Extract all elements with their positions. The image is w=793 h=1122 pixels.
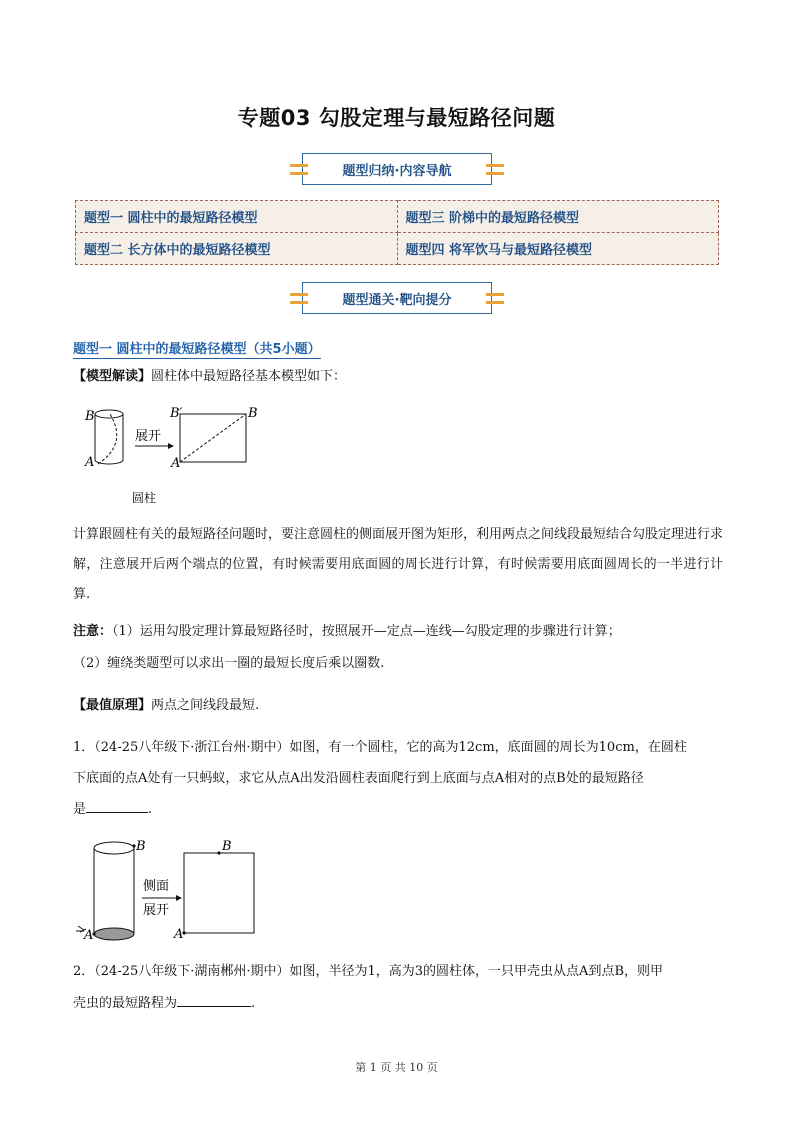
figure1-caption: 圆柱 bbox=[132, 491, 157, 505]
question-2-line-2 bbox=[73, 994, 255, 1013]
answer-blank[interactable] bbox=[86, 800, 148, 813]
q1-tail-start: 是 bbox=[73, 802, 87, 817]
note-line-2: （2）缠绕类题型可以求出一圈的最短长度后乘以圈数. bbox=[73, 656, 385, 671]
arrow-head-icon bbox=[168, 443, 174, 449]
page-title: 专题03 勾股定理与最短路径问题 bbox=[237, 106, 556, 130]
figure2-arrow-text-2: 展开 bbox=[143, 903, 170, 918]
figure2-arrow-text-1: 侧面 bbox=[143, 879, 170, 894]
nav-banner bbox=[302, 153, 492, 185]
principle-label: 【最值原理】 bbox=[73, 698, 152, 713]
model-intro bbox=[73, 367, 346, 386]
banner-deco-icon bbox=[290, 162, 308, 178]
nav-banner-label: 题型归纳·内容导航 bbox=[342, 163, 452, 179]
question-2-line-1: 2．（24-25八年级下·湖南郴州·期中）如图，半径为1，高为3的圆柱体，一只甲壳虫从点A到点B，则甲 bbox=[73, 964, 663, 979]
note-line-1 bbox=[73, 622, 621, 641]
figure1-label-b: B bbox=[85, 409, 95, 424]
nav-table bbox=[75, 200, 719, 265]
unfolded-diagonal bbox=[180, 414, 246, 462]
note-1: （1）运用勾股定理计算最短路径时，按照展开—定点—连线—勾股定理的步骤进行计算； bbox=[112, 624, 621, 639]
nav-item[interactable]: 题型四 将军饮马与最短路径模型 bbox=[397, 233, 719, 265]
figure1-label-b2: B bbox=[248, 406, 258, 421]
nav-row bbox=[76, 201, 719, 233]
practice-banner-label: 题型通关·靶向提分 bbox=[342, 292, 452, 308]
banner-deco-icon bbox=[486, 291, 504, 307]
figure2-label-a: A bbox=[84, 928, 94, 943]
q1-tail-end: . bbox=[148, 802, 153, 817]
question-1-line-1: 1．（24-25八年级下·浙江台州·期中）如图，有一个圆柱，它的高为12cm，底面圆的周长为10cm，在圆柱 bbox=[73, 740, 687, 755]
nav-item[interactable]: 题型一 圆柱中的最短路径模型 bbox=[76, 201, 398, 233]
note-label: 注意： bbox=[73, 624, 113, 639]
principle-line bbox=[73, 696, 259, 715]
explanation-paragraph: 计算跟圆柱有关的最短路径问题时，要注意圆柱的侧面展开图为矩形，利用两点之间线段最短结合勾股定理进行求解，注意展开后两个端点的位置，有时候需要用底面圆的周长进行计算，有时候需要用底面圆周长的一半进行计算. bbox=[73, 527, 724, 602]
page-footer: 第 1 页 共 10 页 bbox=[355, 1061, 438, 1074]
nav-item[interactable]: 题型三 阶梯中的最短路径模型 bbox=[397, 201, 719, 233]
figure1-label-a: A bbox=[85, 455, 95, 470]
answer-blank[interactable] bbox=[177, 994, 251, 1007]
section-heading[interactable]: 题型一 圆柱中的最短路径模型（共5小题） bbox=[73, 338, 321, 359]
nav-item[interactable]: 题型二 长方体中的最短路径模型 bbox=[76, 233, 398, 265]
q2-tail-end: . bbox=[251, 996, 256, 1011]
cylinder-unfold-figure bbox=[80, 400, 280, 510]
figure2-label-b2: B bbox=[222, 839, 232, 854]
banner-deco-icon bbox=[290, 291, 308, 307]
practice-banner bbox=[302, 282, 492, 314]
rect-point-b-marker bbox=[217, 851, 220, 854]
q2-tail-start: 壳虫的最短路程为 bbox=[73, 996, 178, 1011]
cylinder-top bbox=[94, 842, 134, 854]
figure1-label-b-prime: B′ bbox=[170, 406, 183, 421]
figure2-label-a2: A bbox=[174, 927, 184, 942]
arrow-head-icon bbox=[176, 895, 182, 901]
banner-deco-icon bbox=[486, 162, 504, 178]
figure2-label-b: B bbox=[136, 839, 146, 854]
question-1-line-3 bbox=[73, 800, 152, 819]
cylinder-bottom bbox=[94, 928, 134, 940]
figure1-arrow-text: 展开 bbox=[135, 429, 162, 444]
principle-text: 两点之间线段最短. bbox=[151, 698, 260, 713]
cylinder-question-figure bbox=[72, 832, 272, 947]
nav-row bbox=[76, 233, 719, 265]
figure1-label-a2: A bbox=[171, 456, 181, 471]
cylinder-top bbox=[95, 410, 123, 418]
model-text: 圆柱体中最短路径基本模型如下： bbox=[151, 369, 347, 384]
question-1-line-2: 下底面的点A处有一只蚂蚁，求它从点A出发沿圆柱表面爬行到上底面与点A相对的点B处的最短路径 bbox=[73, 771, 644, 786]
unfolded-rectangle bbox=[184, 853, 254, 933]
cylinder-path bbox=[98, 414, 117, 464]
model-label: 【模型解读】 bbox=[73, 369, 152, 384]
